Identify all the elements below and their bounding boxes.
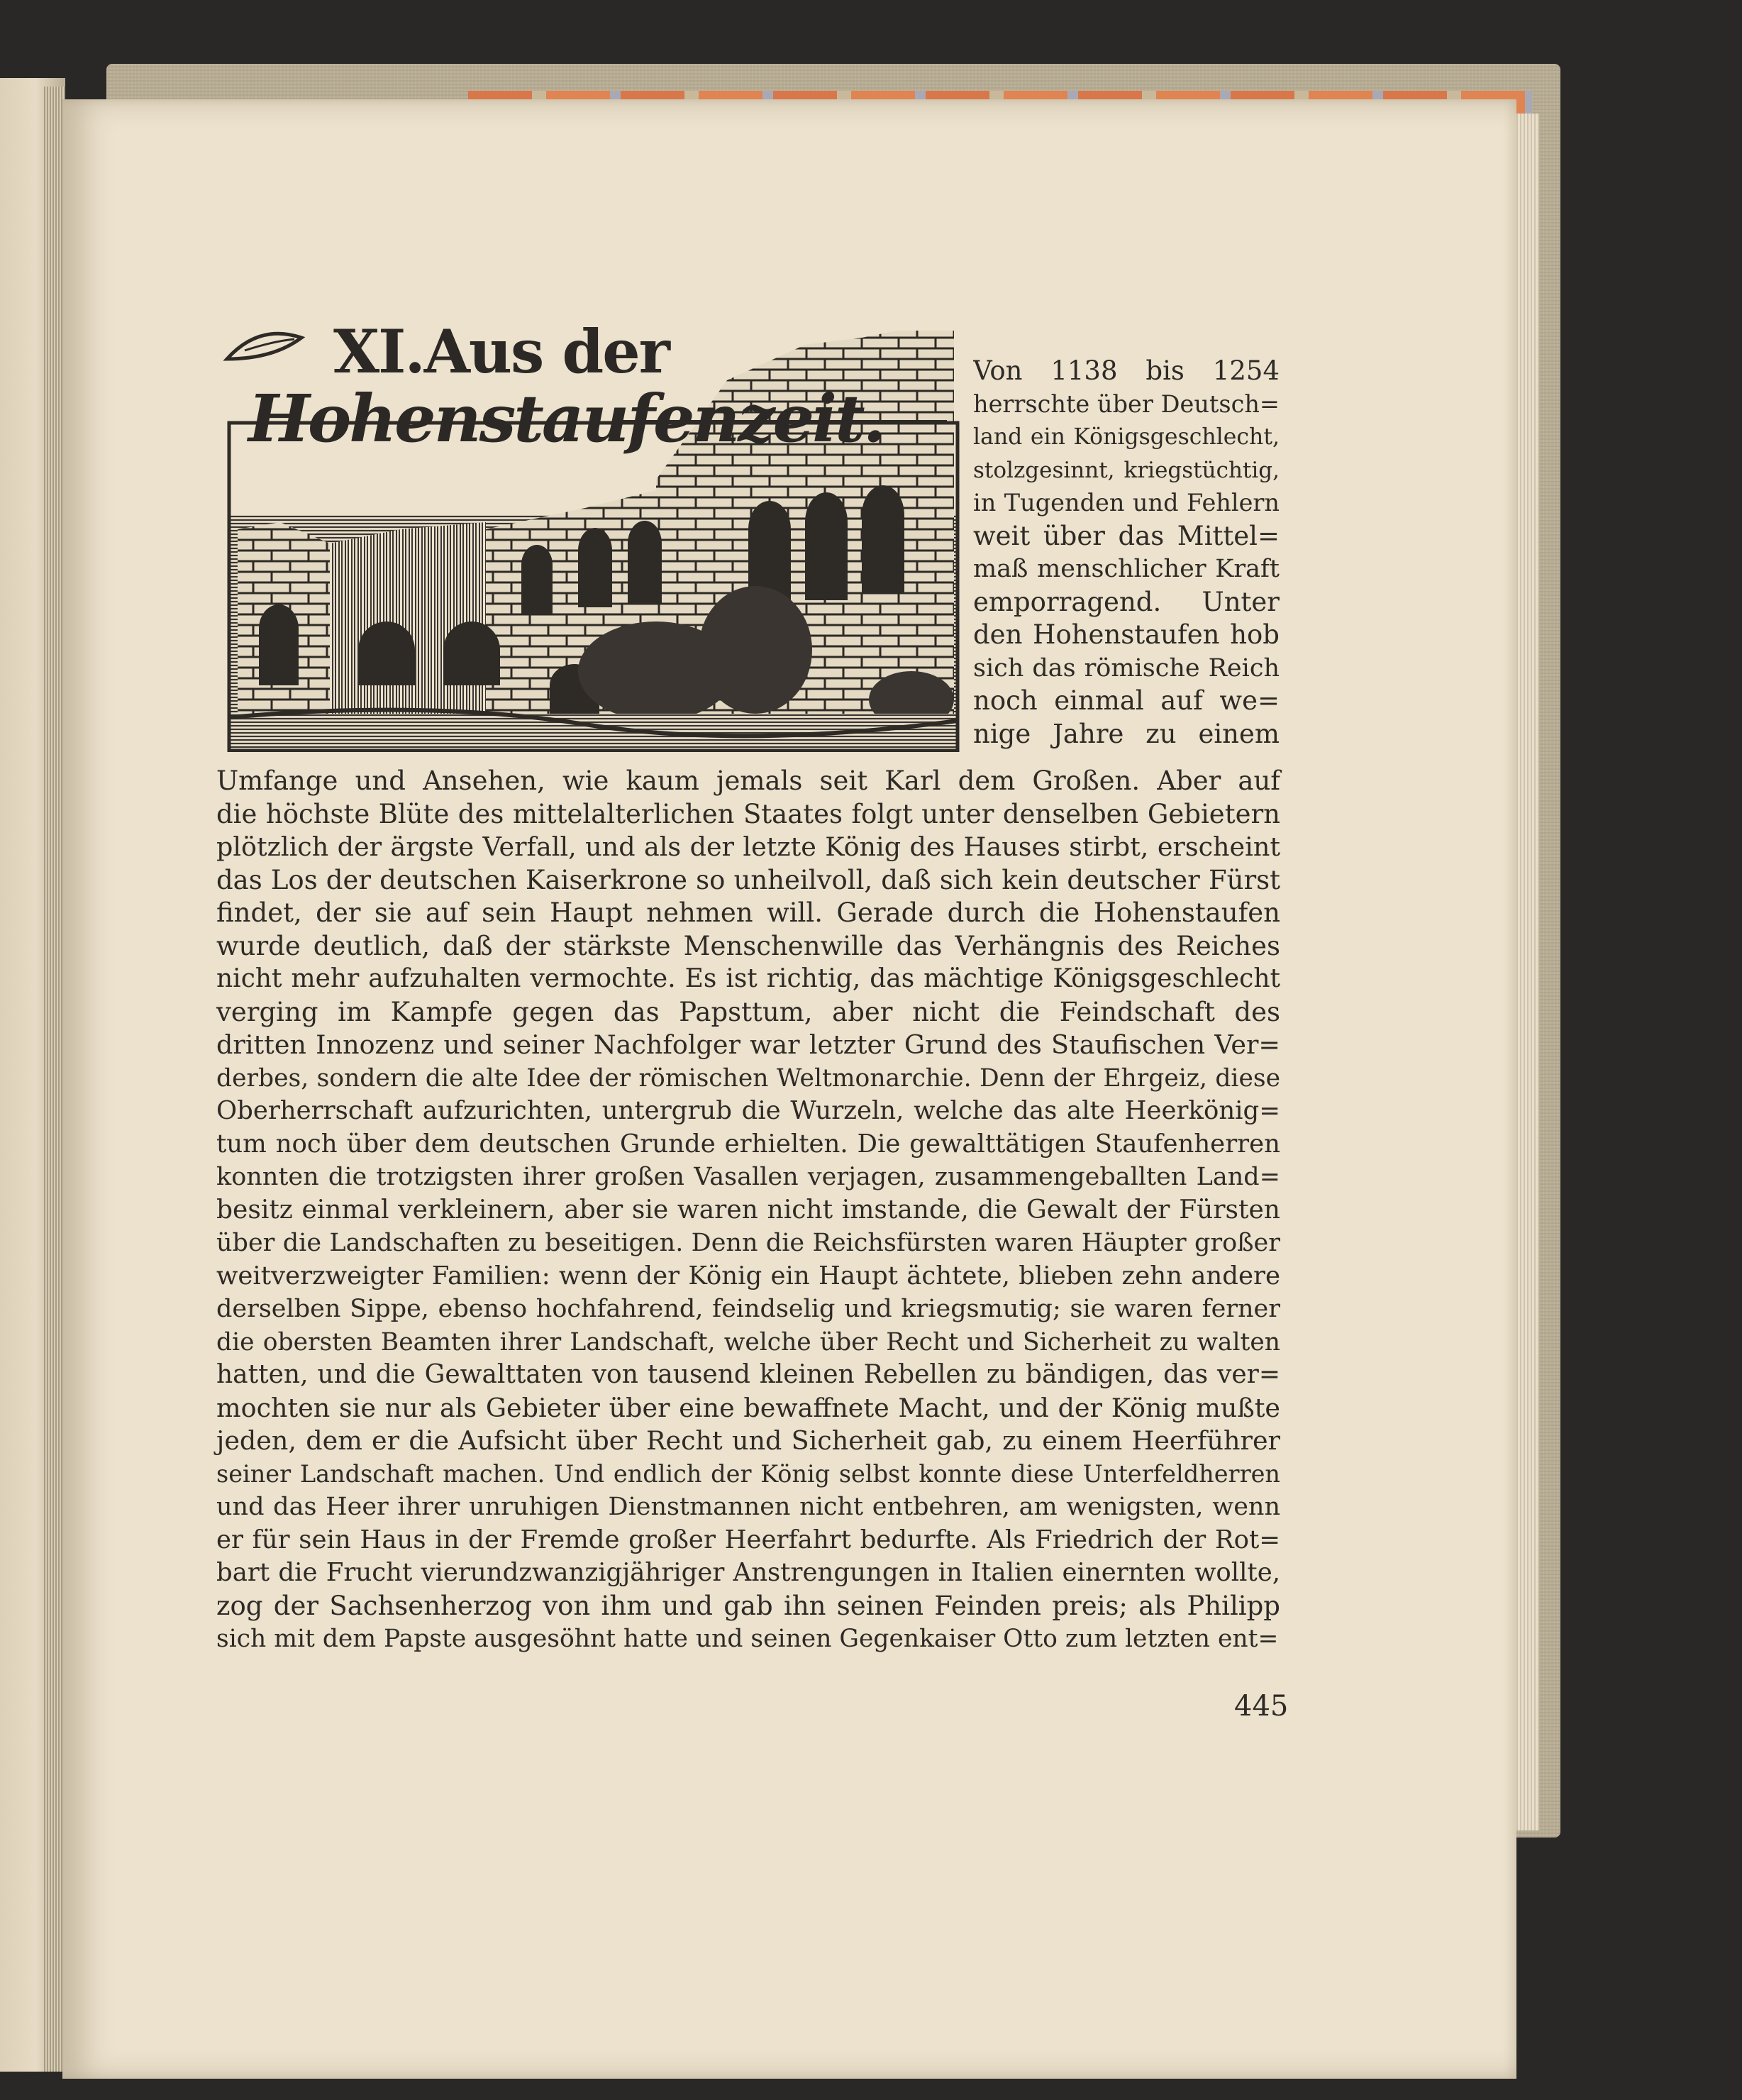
body-text-line: weitverzweigter Familien: wenn der König ein Haupt ächtete, blieben zehn andere — [216, 1261, 1280, 1291]
body-text-line: die höchste Blüte des mittelalterlichen Staates folgt unter denselben Gebietern — [216, 798, 1280, 829]
body-text-line: dritten Innozenz und seiner Nachfolger war letzter Grund des Staufischen Ver= — [216, 1029, 1280, 1060]
body-text-line: über die Landschaften zu beseitigen. Denn die Reichsfürsten waren Häupter großer — [216, 1229, 1280, 1257]
body-text-line: nicht mehr aufzuhalten vermochte. Es ist richtig, das mächtige Königsgeschlecht — [216, 964, 1280, 993]
side-text-column — [973, 355, 1280, 751]
body-text-line: bart die Frucht vierundzwanzigjähriger Anstrengungen in Italien einernten wollte, — [216, 1558, 1280, 1587]
body-text-line: derselben Sippe, ebenso hochfahrend, feindselig und kriegsmutig; sie waren ferner — [216, 1295, 1280, 1323]
body-text-line: plötzlich der ärgste Verfall, und als der letzte König des Hauses stirbt, erscheint — [216, 831, 1280, 862]
body-text-line: jeden, dem er die Aufsicht über Recht und Sicherheit gab, zu einem Heerführer — [216, 1425, 1280, 1456]
side-text-line: herrschte über Deutsch= — [973, 389, 1280, 418]
body-text-line: derbes, sondern die alte Idee der römischen Weltmonarchie. Denn der Ehrgeiz, diese — [216, 1063, 1280, 1093]
side-text-line: maß menschlicher Kraft — [973, 555, 1280, 583]
body-text-line: tum noch über dem deutschen Grunde erhielten. Die gewalttätigen Staufenherren — [216, 1129, 1280, 1159]
side-text-line: land ein Königsgeschlecht, — [973, 424, 1280, 450]
body-text-line: Oberherrschaft aufzurichten, untergrub die Wurzeln, welche das alte Heerkönig= — [216, 1096, 1280, 1125]
body-text-line: und das Heer ihrer unruhigen Dienstmannen nicht entbehren, am wenigsten, wenn — [216, 1493, 1280, 1521]
body-text-line: Umfange und Ansehen, wie kaum jemals seit Karl dem Großen. Aber auf — [216, 766, 1280, 796]
chapter-title-part1: Aus der — [423, 316, 669, 387]
body-text-line: findet, der sie auf sein Haupt nehmen will. Gerade durch die Hohenstaufen — [216, 897, 1280, 928]
side-text-line: stolzgesinnt, kriegstüchtig, — [973, 457, 1280, 483]
side-text-line: in Tugenden und Fehlern — [973, 489, 1280, 516]
body-text-line: mochten sie nur als Gebieter über eine bewaffnete Macht, und der König mußte — [216, 1392, 1280, 1423]
body-text-line: er für sein Haus in der Fremde großer Heerfahrt bedurfte. Als Friedrich der Rot= — [216, 1525, 1280, 1554]
chapter-title-line2: Hohenstaufenzeit. — [248, 380, 884, 457]
body-text-line: wurde deutlich, daß der stärkste Menschenwille das Verhängnis des Reiches — [216, 930, 1280, 961]
side-text-line: noch einmal auf we= — [973, 685, 1280, 716]
body-text-line: verging im Kampfe gegen das Papsttum, aber nicht die Feindschaft des — [216, 996, 1280, 1027]
chapter-title-line1 — [333, 316, 669, 387]
side-text-line: sich das römische Reich — [973, 653, 1280, 682]
side-text-line: Von 1138 bis 1254 — [973, 355, 1280, 386]
side-text-line: den Hohenstaufen hob — [973, 619, 1280, 650]
body-text-line: seiner Landschaft machen. Und endlich der König selbst konnte diese Unterfeldherren — [216, 1459, 1280, 1488]
side-text-line: weit über das Mittel= — [973, 520, 1280, 551]
page-number: 445 — [1234, 1690, 1289, 1723]
chapter-number: XI. — [333, 316, 424, 387]
body-text-line: zog der Sachsenherzog von ihm und gab ihn seinen Feinden preis; als Philipp — [216, 1590, 1280, 1621]
body-text-line: die obersten Beamten ihrer Landschaft, welche über Recht und Sicherheit zu walten — [216, 1327, 1280, 1356]
body-text-line: besitz einmal verkleinern, aber sie waren nicht imstande, die Gewalt der Fürsten — [216, 1195, 1280, 1225]
body-text-line: das Los der deutschen Kaiserkrone so unheilvoll, daß sich kein deutscher Fürst — [216, 864, 1280, 895]
body-text-line: hatten, und die Gewalttaten von tausend kleinen Rebellen zu bändigen, das ver= — [216, 1360, 1280, 1389]
body-text-line: konnten die trotzigsten ihrer großen Vasallen verjagen, zusammengeballten Land= — [216, 1163, 1280, 1191]
side-text-line: emporragend. Unter — [973, 586, 1280, 617]
body-text-line: sich mit dem Papste ausgesöhnt hatte und seinen Gegenkaiser Otto zum letzten ent= — [216, 1625, 1279, 1653]
side-text-line: nige Jahre zu einem — [973, 718, 1280, 749]
body-text — [216, 765, 1280, 1656]
